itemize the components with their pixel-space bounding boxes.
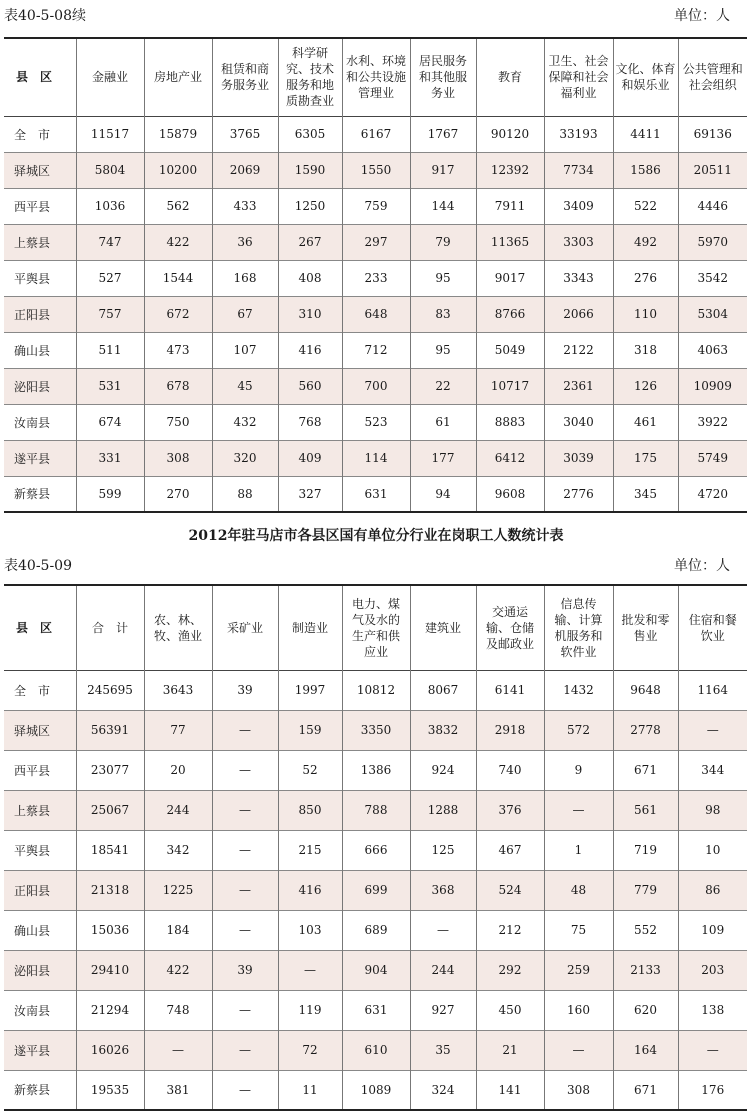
table-cell: 699 — [342, 870, 410, 910]
table-cell: 176 — [678, 1070, 747, 1110]
table1-col-header: 居民服务 和其他服 务业 — [410, 38, 476, 116]
table-cell: — — [410, 910, 476, 950]
table-cell: 203 — [678, 950, 747, 990]
table-row — [4, 404, 747, 440]
table-cell: 562 — [144, 188, 212, 224]
table1-col-header: 卫生、社会 保障和社会 福利业 — [544, 38, 613, 116]
table-cell: 492 — [613, 224, 678, 260]
table1-header-row — [4, 38, 747, 116]
table-cell: 110 — [613, 296, 678, 332]
table1-unit: 单位：人 — [674, 8, 730, 24]
table-cell: 416 — [278, 332, 342, 368]
table-row — [4, 1030, 747, 1070]
table2-col-header: 采矿业 — [212, 585, 278, 670]
table-cell: 1586 — [613, 152, 678, 188]
table-cell: 259 — [544, 950, 613, 990]
table-row — [4, 950, 747, 990]
table-cell: 6167 — [342, 116, 410, 152]
table-cell: 138 — [678, 990, 747, 1030]
table-cell: — — [212, 990, 278, 1030]
table-cell: 4411 — [613, 116, 678, 152]
table-cell: 620 — [613, 990, 678, 1030]
table-cell: 126 — [613, 368, 678, 404]
table-cell: 2069 — [212, 152, 278, 188]
table-cell: 184 — [144, 910, 212, 950]
table-cell: 33193 — [544, 116, 613, 152]
table-cell: 114 — [342, 440, 410, 476]
table-cell: 344 — [678, 750, 747, 790]
table-cell: 267 — [278, 224, 342, 260]
table-cell: 3039 — [544, 440, 613, 476]
table-cell: 450 — [476, 990, 544, 1030]
table-cell: 531 — [76, 368, 144, 404]
table-cell: 95 — [410, 332, 476, 368]
table-cell: — — [678, 1030, 747, 1070]
table-cell: 740 — [476, 750, 544, 790]
table-cell: 7734 — [544, 152, 613, 188]
table-cell: — — [212, 870, 278, 910]
table-cell: 10717 — [476, 368, 544, 404]
table-cell: 1 — [544, 830, 613, 870]
table-cell: 7911 — [476, 188, 544, 224]
table-row — [4, 332, 747, 368]
table-cell: 9017 — [476, 260, 544, 296]
table-cell: — — [144, 1030, 212, 1070]
table-cell: 376 — [476, 790, 544, 830]
table-cell: 572 — [544, 710, 613, 750]
table-cell: 759 — [342, 188, 410, 224]
table-cell: 324 — [410, 1070, 476, 1110]
table-cell: 3343 — [544, 260, 613, 296]
table-cell: 750 — [144, 404, 212, 440]
table-cell: 2122 — [544, 332, 613, 368]
table-cell: 511 — [76, 332, 144, 368]
table-cell: 8766 — [476, 296, 544, 332]
table-cell: 3409 — [544, 188, 613, 224]
table2-col-header: 电力、煤 气及水的 生产和供 应业 — [342, 585, 410, 670]
row-label: 全 市 — [14, 683, 51, 698]
table-cell: 5304 — [678, 296, 747, 332]
table-cell: 788 — [342, 790, 410, 830]
table2-col-header: 合 计 — [76, 585, 144, 670]
row-label: 西平县 — [14, 763, 51, 778]
table-cell: 1250 — [278, 188, 342, 224]
table-cell: 48 — [544, 870, 613, 910]
table-cell: 678 — [144, 368, 212, 404]
table-cell: 689 — [342, 910, 410, 950]
table-cell: — — [212, 790, 278, 830]
table-cell: — — [212, 1030, 278, 1070]
table2-col-header: 制造业 — [278, 585, 342, 670]
table-cell: 2361 — [544, 368, 613, 404]
table-cell: 244 — [144, 790, 212, 830]
table-cell: 88 — [212, 476, 278, 512]
table-cell: 599 — [76, 476, 144, 512]
row-label: 遂平县 — [14, 451, 51, 466]
table-cell: 1288 — [410, 790, 476, 830]
table-cell: 9608 — [476, 476, 544, 512]
table-cell: 144 — [410, 188, 476, 224]
table-cell: 233 — [342, 260, 410, 296]
table-cell: 164 — [613, 1030, 678, 1070]
table-cell: 22 — [410, 368, 476, 404]
table-cell: 10200 — [144, 152, 212, 188]
table2 — [4, 584, 747, 1111]
table-cell: 631 — [342, 990, 410, 1030]
table-cell: 1550 — [342, 152, 410, 188]
table-cell: 244 — [410, 950, 476, 990]
table-cell: 524 — [476, 870, 544, 910]
table2-col-header: 建筑业 — [410, 585, 476, 670]
table-cell: 90120 — [476, 116, 544, 152]
table-cell: — — [544, 1030, 613, 1070]
table-cell: 83 — [410, 296, 476, 332]
table2-col-header: 交通运 输、仓储 及邮政业 — [476, 585, 544, 670]
table-cell: 11 — [278, 1070, 342, 1110]
table-cell: 381 — [144, 1070, 212, 1110]
table-cell: 16026 — [76, 1030, 144, 1070]
table-row — [4, 440, 747, 476]
table-row — [4, 260, 747, 296]
table-cell: 119 — [278, 990, 342, 1030]
table1-body — [4, 116, 747, 512]
row-label: 平舆县 — [14, 271, 51, 286]
table-cell: 416 — [278, 870, 342, 910]
table2-title: 2012年驻马店市各县区国有单位分行业在岗职工人数统计表 — [188, 528, 564, 544]
table-cell: 308 — [544, 1070, 613, 1110]
table-cell: 5049 — [476, 332, 544, 368]
table-cell: 671 — [613, 750, 678, 790]
table-cell: 159 — [278, 710, 342, 750]
table2-col-header: 信息传 输、计算 机服务和 软件业 — [544, 585, 613, 670]
table-cell: 917 — [410, 152, 476, 188]
table-cell: 674 — [76, 404, 144, 440]
table-cell: 757 — [76, 296, 144, 332]
table-row — [4, 152, 747, 188]
table-cell: 8067 — [410, 670, 476, 710]
table-row — [4, 116, 747, 152]
table-cell: 308 — [144, 440, 212, 476]
table-cell: 103 — [278, 910, 342, 950]
table-row — [4, 870, 747, 910]
table-cell: 560 — [278, 368, 342, 404]
table-cell: — — [544, 790, 613, 830]
table-cell: 327 — [278, 476, 342, 512]
table-cell: 6141 — [476, 670, 544, 710]
table-cell: 648 — [342, 296, 410, 332]
table-cell: 1164 — [678, 670, 747, 710]
table1-caption — [0, 5, 752, 27]
table-cell: 342 — [144, 830, 212, 870]
table-cell: 61 — [410, 404, 476, 440]
table-cell: 2918 — [476, 710, 544, 750]
table-cell: 69136 — [678, 116, 747, 152]
table-cell: 21318 — [76, 870, 144, 910]
table-cell: 4720 — [678, 476, 747, 512]
table-cell: — — [678, 710, 747, 750]
table-cell: — — [212, 910, 278, 950]
table-cell: 39 — [212, 950, 278, 990]
table1-col-header: 房地产业 — [144, 38, 212, 116]
table-cell: 924 — [410, 750, 476, 790]
table2-header-row — [4, 585, 747, 670]
table-cell: — — [212, 830, 278, 870]
table-cell: 297 — [342, 224, 410, 260]
table-row — [4, 790, 747, 830]
table-cell: 10812 — [342, 670, 410, 710]
table-row — [4, 910, 747, 950]
table-cell: 1386 — [342, 750, 410, 790]
table-cell: 2778 — [613, 710, 678, 750]
table-cell: 125 — [410, 830, 476, 870]
table-cell: 276 — [613, 260, 678, 296]
table-cell: 98 — [678, 790, 747, 830]
table-cell: 719 — [613, 830, 678, 870]
table-cell: 2776 — [544, 476, 613, 512]
table-cell: 523 — [342, 404, 410, 440]
table-cell: 5804 — [76, 152, 144, 188]
table-cell: 9648 — [613, 670, 678, 710]
table-cell: 10 — [678, 830, 747, 870]
table-cell: 245695 — [76, 670, 144, 710]
row-label: 确山县 — [14, 343, 51, 358]
row-label: 新蔡县 — [14, 1083, 51, 1098]
table-cell: 6305 — [278, 116, 342, 152]
table-cell: 52 — [278, 750, 342, 790]
table-cell: 23077 — [76, 750, 144, 790]
table-cell: 904 — [342, 950, 410, 990]
table-cell: 461 — [613, 404, 678, 440]
table2-body — [4, 670, 747, 1110]
table-row — [4, 670, 747, 710]
table-cell: 19535 — [76, 1070, 144, 1110]
table-cell: 552 — [613, 910, 678, 950]
table-row — [4, 368, 747, 404]
table-cell: 712 — [342, 332, 410, 368]
table-cell: 672 — [144, 296, 212, 332]
table-cell: 320 — [212, 440, 278, 476]
row-label: 西平县 — [14, 199, 51, 214]
table-cell: — — [212, 710, 278, 750]
table-cell: 1432 — [544, 670, 613, 710]
table-cell: 1036 — [76, 188, 144, 224]
table-row — [4, 296, 747, 332]
table-cell: 67 — [212, 296, 278, 332]
table1-col-header: 县 区 — [16, 70, 53, 85]
table2-col-header: 农、林、 牧、渔业 — [144, 585, 212, 670]
table-cell: 45 — [212, 368, 278, 404]
table-cell: 72 — [278, 1030, 342, 1070]
table2-col-header: 县 区 — [16, 620, 53, 635]
table-row — [4, 990, 747, 1030]
table-cell: 522 — [613, 188, 678, 224]
table-cell: 168 — [212, 260, 278, 296]
table-cell: 8883 — [476, 404, 544, 440]
table-cell: 1997 — [278, 670, 342, 710]
table-cell: 4063 — [678, 332, 747, 368]
table-cell: 700 — [342, 368, 410, 404]
table-cell: 95 — [410, 260, 476, 296]
row-label: 汝南县 — [14, 415, 51, 430]
table-cell: 18541 — [76, 830, 144, 870]
table2-id: 表40-5-09 — [4, 558, 72, 574]
table-cell: 5749 — [678, 440, 747, 476]
table-cell: 79 — [410, 224, 476, 260]
row-label: 遂平县 — [14, 1043, 51, 1058]
table-cell: 20 — [144, 750, 212, 790]
table-row — [4, 188, 747, 224]
table-cell: 86 — [678, 870, 747, 910]
table-row — [4, 224, 747, 260]
table-cell: 3765 — [212, 116, 278, 152]
table-cell: 1767 — [410, 116, 476, 152]
table-row — [4, 710, 747, 750]
table-cell: 3922 — [678, 404, 747, 440]
row-label: 平舆县 — [14, 843, 51, 858]
table-cell: 2133 — [613, 950, 678, 990]
row-label: 上蔡县 — [14, 803, 51, 818]
table-cell: 141 — [476, 1070, 544, 1110]
table1-col-header: 水利、环境 和公共设施 管理业 — [342, 38, 410, 116]
table-cell: 473 — [144, 332, 212, 368]
table-cell: 747 — [76, 224, 144, 260]
table-cell: 610 — [342, 1030, 410, 1070]
table-cell: 1590 — [278, 152, 342, 188]
table-cell: 21294 — [76, 990, 144, 1030]
table-cell: 779 — [613, 870, 678, 910]
table-cell: 3542 — [678, 260, 747, 296]
table-cell: 56391 — [76, 710, 144, 750]
table-cell: 39 — [212, 670, 278, 710]
row-label: 驿城区 — [14, 163, 51, 178]
table-cell: 631 — [342, 476, 410, 512]
table2-caption — [0, 555, 752, 577]
row-label: 泌阳县 — [14, 963, 51, 978]
table-cell: 368 — [410, 870, 476, 910]
table-cell: 409 — [278, 440, 342, 476]
table-cell: 2066 — [544, 296, 613, 332]
table1-id: 表40-5-08续 — [4, 8, 86, 24]
row-label: 汝南县 — [14, 1003, 51, 1018]
table-cell: 1544 — [144, 260, 212, 296]
table-cell: 6412 — [476, 440, 544, 476]
table-cell: 3643 — [144, 670, 212, 710]
table-cell: 177 — [410, 440, 476, 476]
table-cell: 3350 — [342, 710, 410, 750]
table-cell: 9 — [544, 750, 613, 790]
table-cell: 666 — [342, 830, 410, 870]
table-cell: — — [212, 1070, 278, 1110]
table-cell: 748 — [144, 990, 212, 1030]
table-cell: 432 — [212, 404, 278, 440]
table-cell: 25067 — [76, 790, 144, 830]
table-row — [4, 1070, 747, 1110]
table-cell: 345 — [613, 476, 678, 512]
row-label: 驿城区 — [14, 723, 51, 738]
table-cell: 318 — [613, 332, 678, 368]
row-label: 上蔡县 — [14, 235, 51, 250]
table2-col-header: 住宿和餐 饮业 — [678, 585, 747, 670]
table-cell: 850 — [278, 790, 342, 830]
row-label: 正阳县 — [14, 307, 51, 322]
table-row — [4, 476, 747, 512]
table-cell: — — [278, 950, 342, 990]
table-row — [4, 750, 747, 790]
table-cell: 408 — [278, 260, 342, 296]
table1-col-header: 文化、体育 和娱乐业 — [613, 38, 678, 116]
table-cell: 77 — [144, 710, 212, 750]
table-cell: 20511 — [678, 152, 747, 188]
table-row — [4, 830, 747, 870]
table-cell: 175 — [613, 440, 678, 476]
table-cell: 212 — [476, 910, 544, 950]
table-cell: 1089 — [342, 1070, 410, 1110]
table-cell: 29410 — [76, 950, 144, 990]
row-label: 确山县 — [14, 923, 51, 938]
table-cell: 422 — [144, 950, 212, 990]
table-cell: 927 — [410, 990, 476, 1030]
row-label: 正阳县 — [14, 883, 51, 898]
table-cell: 5970 — [678, 224, 747, 260]
table2-col-header: 批发和零 售业 — [613, 585, 678, 670]
table-cell: 433 — [212, 188, 278, 224]
table-cell: 11365 — [476, 224, 544, 260]
table-cell: — — [212, 750, 278, 790]
table2-unit: 单位：人 — [674, 558, 730, 574]
table-cell: 292 — [476, 950, 544, 990]
table-cell: 527 — [76, 260, 144, 296]
table-cell: 3832 — [410, 710, 476, 750]
table1 — [4, 37, 747, 513]
row-label: 全 市 — [14, 127, 51, 142]
table1-col-header: 教育 — [476, 38, 544, 116]
table-cell: 109 — [678, 910, 747, 950]
table-cell: 75 — [544, 910, 613, 950]
table-cell: 561 — [613, 790, 678, 830]
table-cell: 331 — [76, 440, 144, 476]
table-cell: 768 — [278, 404, 342, 440]
table-cell: 12392 — [476, 152, 544, 188]
table1-col-header: 租赁和商 务服务业 — [212, 38, 278, 116]
table-cell: 215 — [278, 830, 342, 870]
table-cell: 671 — [613, 1070, 678, 1110]
table-cell: 1225 — [144, 870, 212, 910]
table-cell: 11517 — [76, 116, 144, 152]
table-cell: 4446 — [678, 188, 747, 224]
table1-col-header: 金融业 — [76, 38, 144, 116]
table-cell: 36 — [212, 224, 278, 260]
table-cell: 35 — [410, 1030, 476, 1070]
row-label: 泌阳县 — [14, 379, 51, 394]
table-cell: 467 — [476, 830, 544, 870]
table-cell: 422 — [144, 224, 212, 260]
table-cell: 270 — [144, 476, 212, 512]
table-cell: 15879 — [144, 116, 212, 152]
table-cell: 160 — [544, 990, 613, 1030]
table1-col-header: 公共管理和 社会组织 — [678, 38, 747, 116]
table-cell: 10909 — [678, 368, 747, 404]
table-cell: 107 — [212, 332, 278, 368]
table1-col-header: 科学研 究、技术 服务和地 质勘查业 — [278, 38, 342, 116]
row-label: 新蔡县 — [14, 487, 51, 502]
table-cell: 3040 — [544, 404, 613, 440]
table-cell: 94 — [410, 476, 476, 512]
table-cell: 3303 — [544, 224, 613, 260]
table-cell: 21 — [476, 1030, 544, 1070]
table-cell: 310 — [278, 296, 342, 332]
table-cell: 15036 — [76, 910, 144, 950]
